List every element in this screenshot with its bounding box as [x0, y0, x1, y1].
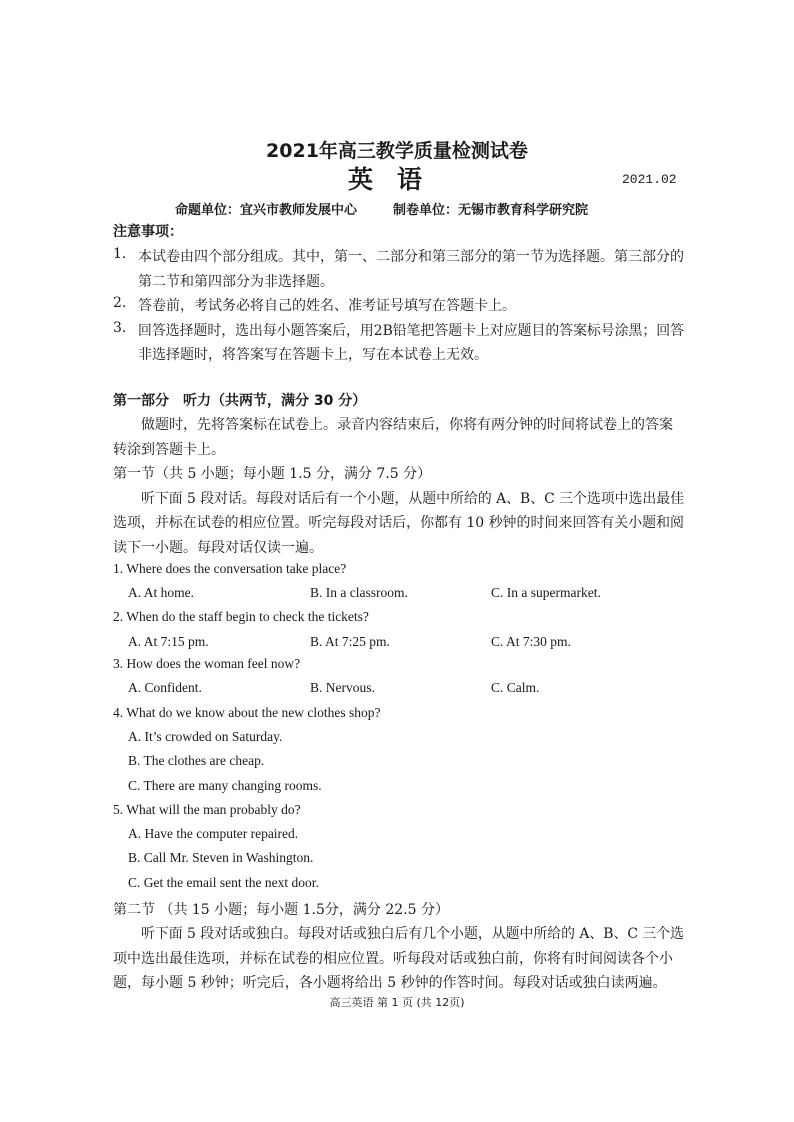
q2-option-b: B. At 7:25 pm. [310, 634, 390, 649]
q4-option-b: B. The clothes are cheap. [128, 753, 265, 768]
q5-option-b: B. Call Mr. Steven in Washington. [128, 850, 314, 865]
subject-title: 英语 [347, 165, 446, 194]
setter-unit: 命题单位：宜兴市教师发展中心 [175, 203, 358, 218]
q2-option-a: A. At 7:15 pm. [128, 634, 209, 649]
q4-option-c: C. There are many changing rooms. [128, 778, 322, 793]
question-4: 4. What do we know about the new clothes shop? [113, 705, 381, 720]
q3-option-a: A. Confident. [128, 680, 202, 695]
section1-line1: 听下面 5 段对话。每段对话后有一个小题，从题中所给的 A、B、C 三个选项中选出最佳 [141, 491, 685, 507]
q1-option-c: C. In a supermarket. [491, 585, 601, 600]
note-1-line2: 第二节和第四部分为非选择题。 [138, 274, 334, 290]
section1-heading: 第一节（共 5 小题；每小题 1.5 分，满分 7.5 分） [113, 466, 432, 482]
note-3-num: 3. [113, 320, 127, 336]
question-2: 2. When do the staff begin to check the tickets? [113, 609, 369, 624]
q5-option-c: C. Get the email sent the next door. [128, 875, 319, 890]
note-2-line1: 答卷前，考试务必将自己的姓名、准考证号填写在答题卡上。 [138, 298, 516, 314]
q1-option-a: A. At home. [128, 585, 194, 600]
exam-date: 2021.02 [622, 172, 677, 187]
question-3: 3. How does the woman feel now? [113, 656, 301, 671]
note-3-line1: 回答选择题时，选出每小题答案后，用2B铅笔把答题卡上对应题目的答案标号涂黑；回答 [138, 323, 685, 339]
part1-intro-line2: 转涂到答题卡上。 [113, 442, 225, 458]
note-1-num: 1. [113, 246, 127, 262]
note-1-line1: 本试卷由四个部分组成。其中，第一、二部分和第三部分的第一节为选择题。第三部分的 [138, 249, 684, 265]
section2-line2: 项中选出最佳选项，并标在试卷的相应位置。听每段对话或独白前，你将有时间阅读各个小 [113, 951, 673, 967]
note-2-num: 2. [113, 295, 127, 311]
exam-title: 2021年高三教学质量检测试卷 [266, 140, 528, 162]
q1-option-b: B. In a classroom. [310, 585, 408, 600]
part1-intro-line1: 做题时，先将答案标在试卷上。录音内容结束后，你将有两分钟的时间将试卷上的答案 [141, 417, 673, 433]
page-footer: 高三英语 第 1 页 (共 12页) [329, 996, 465, 1009]
question-5: 5. What will the man probably do? [113, 802, 301, 817]
section1-line3: 读下一小题。每段对话仅读一遍。 [113, 540, 323, 556]
part1-heading: 第一部分 听力（共两节，满分 30 分） [113, 393, 367, 409]
q5-option-a: A. Have the computer repaired. [128, 826, 299, 841]
q3-option-b: B. Nervous. [310, 680, 375, 695]
q3-option-c: C. Calm. [491, 680, 540, 695]
question-1: 1. Where does the conversation take place? [113, 561, 347, 576]
notes-heading: 注意事项： [113, 224, 183, 240]
q2-option-c: C. At 7:30 pm. [491, 634, 571, 649]
section1-line2: 选项，并标在试卷的相应位置。听完每段对话后，你都有 10 秒钟的时间来回答有关小题和阅 [113, 515, 685, 531]
maker-unit: 制卷单位：无锡市教育科学研究院 [393, 203, 589, 218]
note-3-line2: 非选择题时，将答案写在答题卡上，写在本试卷上无效。 [138, 347, 488, 363]
q4-option-a: A. It’s crowded on Saturday. [128, 729, 283, 744]
exam-units [175, 199, 588, 218]
section2-heading: 第二节 （共 15 小题；每小题 1.5分，满分 22.5 分） [113, 902, 449, 918]
section2-line3: 题，每小题 5 秒钟；听完后，各小题将给出 5 秒钟的作答时间。每段对话或独白读两遍。 [113, 975, 667, 991]
section2-line1: 听下面 5 段对话或独白。每段对话或独白后有几个小题，从题中所给的 A、B、C 三个选 [141, 926, 685, 942]
